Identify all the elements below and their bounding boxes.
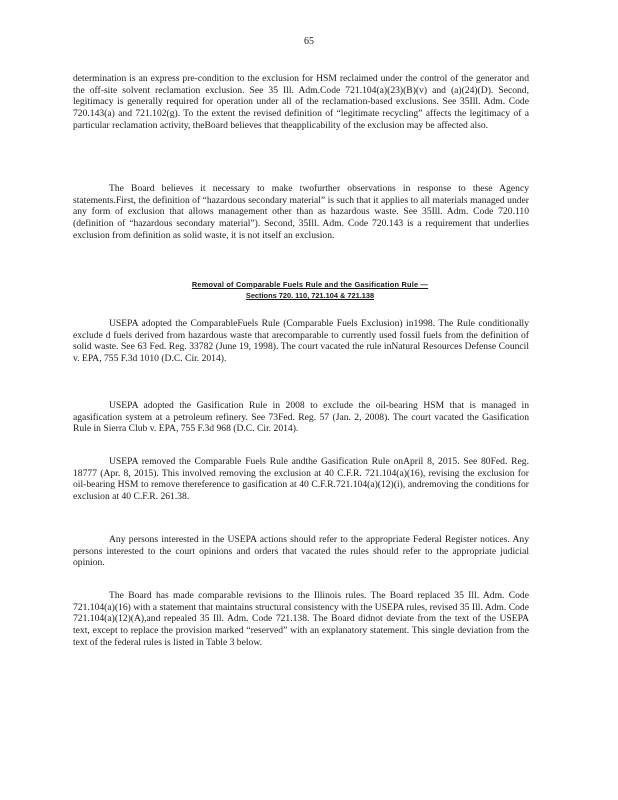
paragraph-1: determination is an express pre-condition to the exclusion for HSM reclaimed under the control of the generator and the off-site solvent reclamation exclusion. See 35 Ill. Adm.Code 721.104(a)(23)(B)(v) and (a)(24)(D). Second, legitimacy is generally required for operation under all of the reclamation-based exclusions. See 35Ill. Adm. Code 720.143(a) and 721.102(g). To the extent the revised definition of “legitimate recycling” affects the legitimacy of a particular reclamation activity, theBoard believes that theapplicability of the exclusion may be affected also. bbox=[73, 73, 529, 131]
section-heading-line-2: Sections 720. 110, 721.104 & 721.138 bbox=[245, 291, 375, 300]
paragraph-4: USEPA adopted the Gasification Rule in 2008 to exclude the oil-bearing HSM that is managed in agasification system at a petroleum refinery. See 73Fed. Reg. 57 (Jan. 2, 2008). The court vacated the Gasification Rule in Sierra Club v. EPA, 755 F.3d 968 (D.C. Cir. 2014). bbox=[73, 400, 529, 435]
section-heading bbox=[145, 279, 475, 301]
paragraph-6: Any persons interested in the USEPA actions should refer to the appropriate Federal Register notices. Any persons interested to the court opinions and orders that vacated the rules should refer to the appropriate judicial opinion. bbox=[73, 534, 529, 569]
paragraph-2: The Board believes it necessary to make twofurther observations in response to these Agency statements.First, the definition of “hazardous secondary material” is such that it applies to all materials managed under any form of exclusion that allows management other than as hazardous waste. See 35Ill. Adm. Code 720.110 (definition of “hazardous secondary material”). Second, 35Ill. Adm. Code 720.143 is a requirement that underlies exclusion from definition as solid waste, it is not itself an exclusion. bbox=[73, 183, 529, 241]
paragraph-7: The Board has made comparable revisions to the Illinois rules. The Board replaced 35 Ill. Adm. Code 721.104(a)(16) with a statement that maintains structural consistency with the USEPA rules, revised 35 Ill. Adm. Code 721.104(a)(12)(A),and repealed 35 Ill. Adm. Code 721.138. The Board didnot deviate from the text of the USEPA text, except to replace the provision marked “reserved” with an explanatory statement. This single deviation from the text of the federal rules is listed in Table 3 below. bbox=[73, 590, 529, 648]
paragraph-5: USEPA removed the Comparable Fuels Rule andthe Gasification Rule onApril 8, 2015. See 80Fed. Reg. 18777 (Apr. 8, 2015). This involved removing the exclusion at 40 C.F.R. 721.104(a)(16), revising the exclusion for oil-bearing HSM to remove thereference to gasification at 40 C.F.R.721.104(a)(12)(i), andremoving the conditions for exclusion at 40 C.F.R. 261.38. bbox=[73, 456, 529, 503]
page-number: 65 bbox=[304, 36, 314, 47]
section-heading-line-1: Removal of Comparable Fuels Rule and the Gasification Rule — bbox=[191, 280, 429, 289]
paragraph-3: USEPA adopted the ComparableFuels Rule (Comparable Fuels Exclusion) in1998. The Rule conditionally exclude d fuels derived from hazardous waste that arecomparable to currently used fossil fuels from the definition of solid waste. See 63 Fed. Reg. 33782 (June 19, 1998). The court vacated the rule inNatural Resources Defense Council v. EPA, 755 F.3d 1010 (D.C. Cir. 2014). bbox=[73, 318, 529, 365]
